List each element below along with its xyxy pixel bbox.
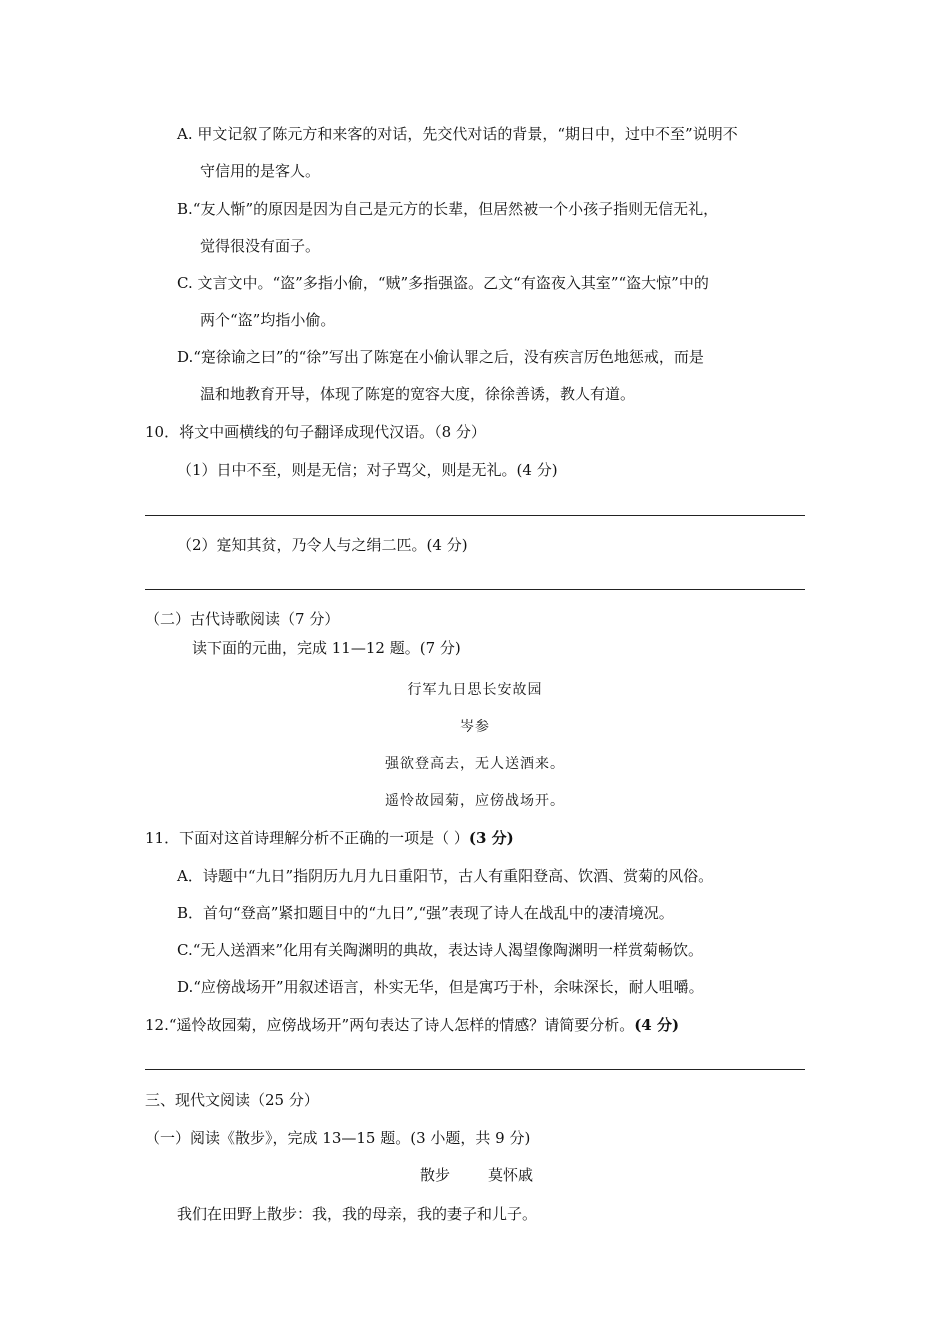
q11-option-c: C.“无人送酒来”化用有关陶渊明的典故，表达诗人渴望像陶渊明一样赏菊畅饮。 [177,941,704,959]
q12-score: (4 分) [634,1016,680,1034]
q9-option-c-line2: 两个“盗”均指小偷。 [200,311,336,329]
poem-title: 行军九日思长安故园 [407,682,543,698]
q12-stem: 12.“遥怜故园菊，应傍战场开”两句表达了诗人怎样的情感？请简要分析。 [145,1016,635,1034]
q11-score: (3 分) [468,829,514,847]
q11-stem-row [145,828,514,848]
q11-option-a: A．诗题中“九日”指阴历九月九日重阳节，古人有重阳登高、饮酒、赏菊的风俗。 [177,867,714,885]
q9-option-a-line1: A. 甲文记叙了陈元方和来客的对话，先交代对话的背景，“期日中，过中不至”说明不 [177,125,738,143]
q9-option-c-line1: C. 文言文中。“盗”多指小偷，“贼”多指强盗。乙文“有盗夜入其室”“盗大惊”中的 [177,274,709,292]
q9-option-d-line2: 温和地教育开导，体现了陈寔的宽容大度，徐徐善诱，教人有道。 [200,385,636,403]
q11-option-b: B．首句“登高”紧扣题目中的“九日”,“强”表现了诗人在战乱中的凄清境况。 [177,904,674,922]
q9-option-b-line2: 觉得很没有面子。 [200,237,321,255]
q10-stem: 10．将文中画横线的句子翻译成现代汉语。（8 分） [145,423,486,441]
article-author: 莫怀戚 [488,1166,534,1184]
q12-stem-row [145,1015,679,1035]
q10-sub2: （2）寔知其贫，乃令人与之绢二匹。(4 分) [177,536,468,554]
q9-option-a-line2: 守信用的是客人。 [200,162,321,180]
article-first-line: 我们在田野上散步：我，我的母亲，我的妻子和儿子。 [177,1205,538,1223]
q9-option-d-line1: D.“寔徐谕之曰”的“徐”写出了陈寔在小偷认罪之后，没有疾言厉色地惩戒，而是 [177,348,704,366]
q11-stem: 11．下面对这首诗理解分析不正确的一项是（ ） [145,829,469,847]
q11-option-d: D.“应傍战场开”用叙述语言，朴实无华，但是寓巧于朴，余味深长，耐人咀嚼。 [177,978,704,996]
poem-line-2: 遥怜故园菊，应傍战场开。 [385,793,565,809]
q9-option-b-line1: B.“友人惭”的原因是因为自己是元方的长辈，但居然被一个小孩子指则无信无礼， [177,200,719,218]
poem-author: 岑参 [460,719,490,735]
q10-sub1: （1）日中不至，则是无信；对子骂父，则是无礼。(4 分) [177,461,558,479]
poem-line-1: 强欲登高去，无人送酒来。 [385,756,565,772]
article-title: 散步 [420,1166,451,1184]
section3-sub-heading: （一）阅读《散步》，完成 13—15 题。(3 小题，共 9 分) [145,1129,531,1147]
section2-heading: （二）古代诗歌阅读（7 分） [145,610,340,628]
answer-line-1 [145,515,805,516]
answer-line-2 [145,589,805,590]
section3-heading: 三、现代文阅读（25 分） [145,1091,319,1109]
section2-intro: 读下面的元曲，完成 11—12 题。(7 分) [192,639,461,657]
answer-line-3 [145,1069,805,1070]
